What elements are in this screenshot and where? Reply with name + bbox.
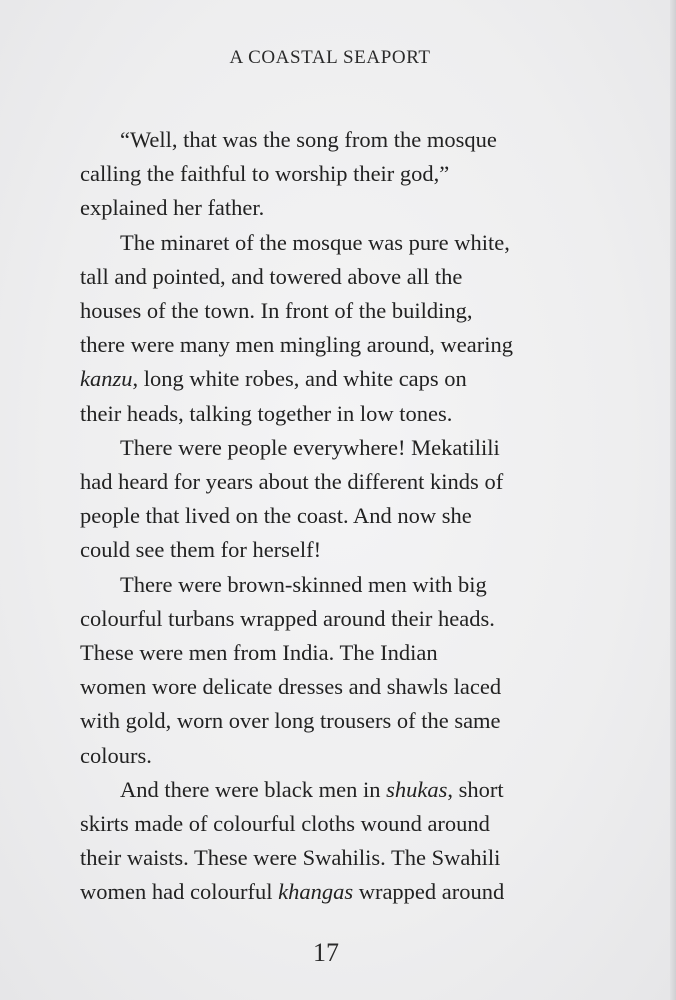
paragraph	[80, 568, 580, 773]
text-run: wrapped around	[353, 879, 505, 905]
italic-term: shukas	[386, 776, 448, 802]
page-edge	[670, 0, 676, 1000]
paragraph	[80, 773, 580, 910]
text-run: There were people everywhere! Mekatilili had heard for years about the different kinds of people that lived on the coast. And now she could see them for herself!	[80, 434, 504, 563]
paragraph	[80, 226, 580, 431]
page-number: 17	[313, 938, 339, 967]
text-run: “Well, that was the song from the mosque calling the faithful to worship their god,” explained her father.	[80, 127, 497, 221]
text-run: And there were black men in	[120, 776, 387, 802]
text-run: There were brown-skinned men with big colourful turbans wrapped around their heads. These were men from India. The Indian women wore delicate dresses and shawls laced with gold, worn over long trousers of the same colours.	[80, 571, 502, 768]
body-text	[80, 123, 580, 910]
paragraph	[80, 123, 580, 226]
italic-term: kanzu	[80, 366, 133, 392]
text-run: , short skirts made of colourful cloths wound around their waists. These were Swahilis. The Swahili women had colourful	[80, 776, 504, 905]
paragraph	[80, 431, 580, 568]
text-run: The minaret of the mosque was pure white, tall and pointed, and towered above all the houses of the town. In front of the building, there were many men mingling around, wearing	[80, 229, 513, 358]
italic-term: khangas	[278, 879, 354, 905]
text-run: , long white robes, and white caps on their heads, talking together in low tones.	[80, 366, 467, 426]
running-head: A COASTAL SEAPORT	[229, 47, 431, 68]
